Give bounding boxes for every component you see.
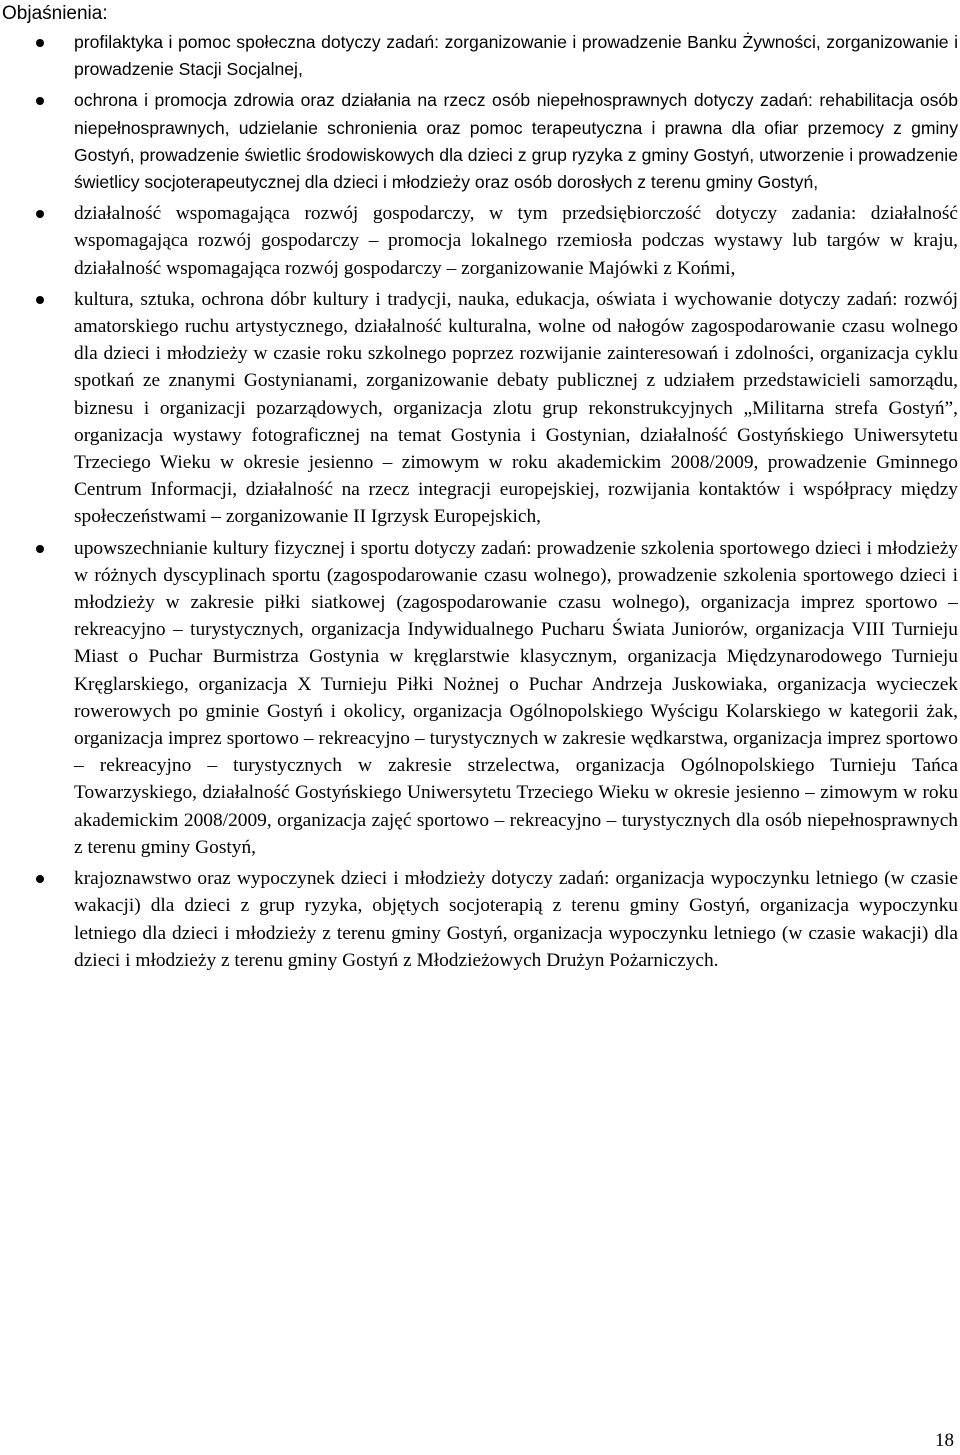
- list-item: [0, 29, 960, 83]
- list-item-text: upowszechnianie kultury fizycznej i sportu dotyczy zadań: prowadzenie szkolenia sportowego dzieci i młodzieży w różnych dyscyplinach sportu (zagospodarowanie czasu wolnego), prowadzenie szkolenia sportowego dzieci i młodzieży w zakresie piłki siatkowej (zagospodarowanie czasu wolnego), organizacja imprez sportowo – rekreacyjno – turystycznych, organizacja Indywidualnego Pucharu Świata Juniorów, organizacja VIII Turnieju Miast o Puchar Burmistrza Gostynia w kręglarstwie klasycznym, organizacja Międzynarodowego Turnieju Kręglarskiego, organizacja X Turnieju Piłki Nożnej o Puchar Andrzeja Juskowiaka, organizacja wycieczek rowerowych po gminie Gostyń i okolicy, organizacja Ogólnopolskiego Wyścigu Kolarskiego w kategorii żak, organizacja imprez sportowo – rekreacyjno – turystycznych w zakresie wędkarstwa, organizacja imprez sportowo – rekreacyjno – turystycznych w zakresie strzelectwa, organizacja Ogólnopolskiego Turnieju Tańca Towarzyskiego, działalność Gostyńskiego Uniwersytetu Trzeciego Wieku w okresie jesienno – zimowym w roku akademickim 2008/2009, organizacja zajęć sportowo – rekreacyjno – turystycznych dla osób niepełnosprawnych z terenu gminy Gostyń,: [74, 537, 958, 858]
- list-item-text: profilaktyka i pomoc społeczna dotyczy zadań: zorganizowanie i prowadzenie Banku Żywności, zorganizowanie i prowadzenie Stacji Socjalnej,: [74, 32, 958, 80]
- bullet-icon: [36, 875, 44, 883]
- bullet-icon: [36, 39, 44, 47]
- list-item-text: kultura, sztuka, ochrona dóbr kultury i tradycji, nauka, edukacja, oświata i wychowanie dotyczy zadań: rozwój amatorskiego ruchu artystycznego, działalność kulturalna, wolne od nałogów zagospodarowanie czasu wolnego dla dzieci i młodzieży w czasie roku szkolnego poprzez rozwijanie zainteresowań i zdolności, organizacja cyklu spotkań ze znanymi Gostynianami, zorganizowanie debaty publicznej z udziałem przedstawicieli samorządu, biznesu i organizacji pozarządowych, organizacja zlotu grup rekonstrukcyjnych „Militarna strefa Gostyń”, organizacja wystawy fotograficznej na temat Gostynia i Gostynian, działalność Gostyńskiego Uniwersytetu Trzeciego Wieku w okresie jesienno – zimowym w roku akademickim 2008/2009, prowadzenie Gminnego Centrum Informacji, działalność na rzecz integracji europejskiej, rozwijania kontaktów i współpracy między społeczeństwami – zorganizowanie II Igrzysk Europejskich,: [74, 288, 958, 528]
- list-item-text: krajoznawstwo oraz wypoczynek dzieci i młodzieży dotyczy zadań: organizacja wypoczynku letniego (w czasie wakacji) dla dzieci z grup ryzyka, objętych socjoterapią z terenu gminy Gostyń, organizacja wypoczynku letniego dla dzieci i młodzieży z terenu gminy Gostyń, organizacja wypoczynku letniego (w czasie wakacji) dla dzieci i młodzieży z terenu gminy Gostyń z Młodzieżowych Drużyn Pożarniczych.: [74, 868, 958, 971]
- bullet-icon: [36, 97, 44, 105]
- bullet-icon: [36, 210, 44, 218]
- list-item: [0, 535, 960, 861]
- section-heading: Objaśnienia:: [2, 3, 108, 24]
- bullet-icon: [36, 296, 44, 304]
- list-item: [0, 286, 960, 531]
- bullet-list: [0, 29, 960, 978]
- list-item-text: ochrona i promocja zdrowia oraz działania na rzecz osób niepełnosprawnych dotyczy zadań: rehabilitacja osób niepełnosprawnych, udzielanie schronienia oraz pomoc terapeutyczna i prawna dla ofiar przemocy z gminy Gostyń, prowadzenie świetlic środowiskowych dla dzieci z grup ryzyka z gminy Gostyń, utworzenie i prowadzenie świetlicy socjoterapeutycznej dla dzieci i młodzieży oraz osób dorosłych z terenu gminy Gostyń,: [74, 90, 958, 193]
- list-item: [0, 200, 960, 282]
- page-number: 18: [935, 1430, 954, 1451]
- list-item: [0, 87, 960, 196]
- bullet-icon: [36, 545, 44, 553]
- list-item: [0, 865, 960, 974]
- list-item-text: działalność wspomagająca rozwój gospodarczy, w tym przedsiębiorczość dotyczy zadania: działalność wspomagająca rozwój gospodarczy – promocja lokalnego rzemiosła podczas wystawy lub targów w kraju, działalność wspomagająca rozwój gospodarczy – zorganizowanie Majówki z Końmi,: [74, 203, 958, 279]
